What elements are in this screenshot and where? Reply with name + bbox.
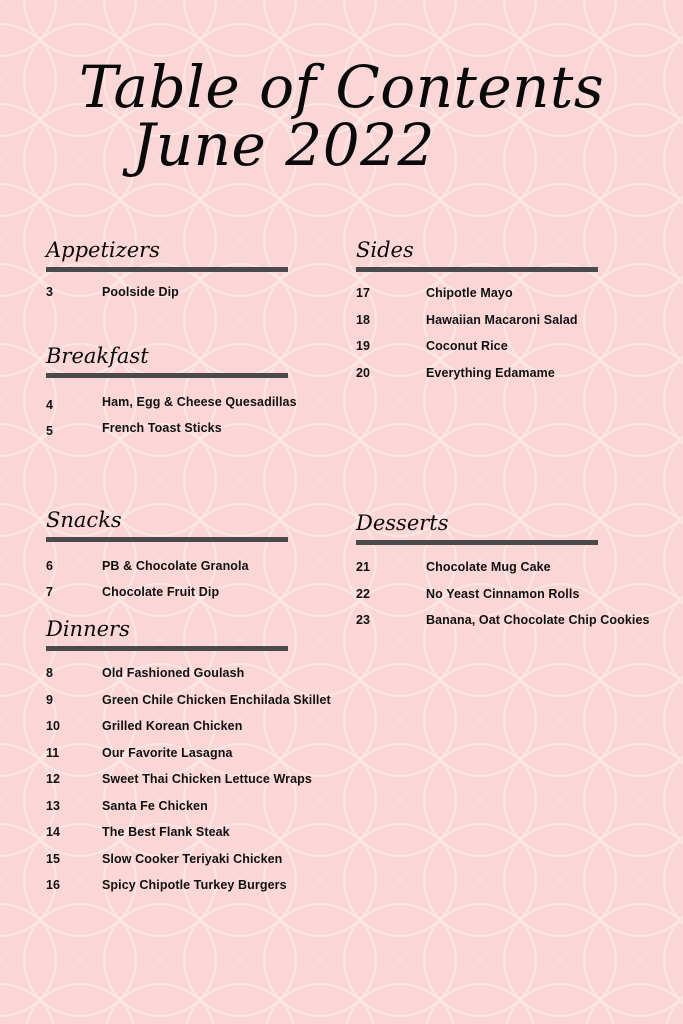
- recipe-name: Slow Cooker Teriyaki Chicken: [102, 852, 283, 866]
- recipe-name: Ham, Egg & Cheese Quesadillas: [102, 395, 297, 409]
- section-divider: [46, 267, 288, 272]
- page-number: 11: [46, 746, 60, 760]
- recipe-name: The Best Flank Steak: [102, 825, 230, 839]
- section-desserts: [356, 511, 650, 627]
- section-sides: [356, 238, 598, 380]
- page-number: 17: [356, 286, 370, 300]
- page-number: 10: [46, 719, 60, 733]
- recipe-name: Santa Fe Chicken: [102, 799, 208, 813]
- recipe-name: Old Fashioned Goulash: [102, 666, 245, 680]
- page-number: 5: [46, 424, 53, 438]
- page-number: 8: [46, 666, 53, 680]
- page-subtitle: June 2022: [132, 111, 435, 179]
- page-number: 4: [46, 398, 53, 412]
- recipe-name: French Toast Sticks: [102, 421, 222, 435]
- recipe-name: Banana, Oat Chocolate Chip Cookies: [426, 613, 650, 627]
- recipe-name: Our Favorite Lasagna: [102, 746, 233, 760]
- section-divider: [46, 646, 288, 651]
- recipe-name: PB & Chocolate Granola: [102, 559, 249, 573]
- recipe-name: Spicy Chipotle Turkey Burgers: [102, 878, 287, 892]
- recipe-name: Chipotle Mayo: [426, 286, 513, 300]
- page-number: 7: [46, 585, 53, 599]
- page-number: 22: [356, 587, 370, 601]
- page-number: 20: [356, 366, 370, 380]
- recipe-name: Chocolate Fruit Dip: [102, 585, 220, 599]
- section-divider: [356, 267, 598, 272]
- page-number: 14: [46, 825, 60, 839]
- page-number: 12: [46, 772, 60, 786]
- recipe-name: Hawaiian Macaroni Salad: [426, 313, 578, 327]
- recipe-name: Green Chile Chicken Enchilada Skillet: [102, 693, 331, 707]
- page-number: 21: [356, 560, 370, 574]
- page-number: 18: [356, 313, 370, 327]
- recipe-name: Sweet Thai Chicken Lettuce Wraps: [102, 772, 312, 786]
- section-heading: Dinners: [46, 617, 130, 641]
- page-number: 13: [46, 799, 60, 813]
- section-breakfast: [46, 344, 297, 438]
- recipe-name: No Yeast Cinnamon Rolls: [426, 587, 580, 601]
- recipe-name: Grilled Korean Chicken: [102, 719, 243, 733]
- page-number: 15: [46, 852, 60, 866]
- section-heading: Snacks: [46, 508, 122, 532]
- section-heading: Sides: [356, 238, 414, 262]
- section-divider: [356, 540, 598, 545]
- section-appetizers: [46, 238, 288, 299]
- recipe-name: Chocolate Mug Cake: [426, 560, 551, 574]
- recipe-name: Poolside Dip: [102, 285, 179, 299]
- page-number: 6: [46, 559, 53, 573]
- page-number: 19: [356, 339, 370, 353]
- section-heading: Desserts: [356, 511, 449, 535]
- page-number: 16: [46, 878, 60, 892]
- section-divider: [46, 537, 288, 542]
- section-heading: Appetizers: [46, 238, 160, 262]
- recipe-name: Everything Edamame: [426, 366, 555, 380]
- page-number: 9: [46, 693, 53, 707]
- recipe-name: Coconut Rice: [426, 339, 508, 353]
- section-heading: Breakfast: [46, 344, 149, 368]
- section-snacks: [46, 508, 288, 599]
- page-title: Table of Contents: [78, 53, 605, 121]
- page-number: 23: [356, 613, 370, 627]
- page-number: 3: [46, 285, 53, 299]
- section-divider: [46, 373, 288, 378]
- section-dinners: [46, 617, 331, 892]
